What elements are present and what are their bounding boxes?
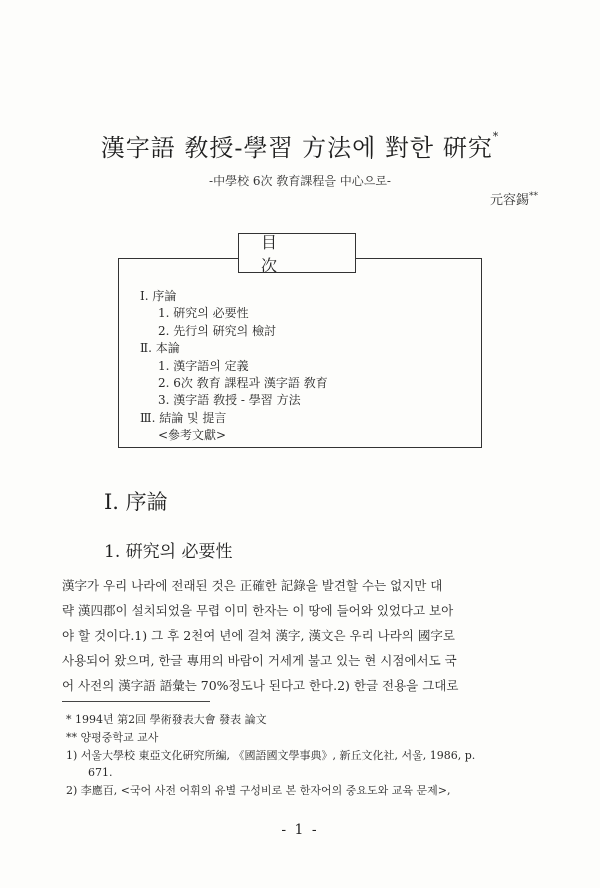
footnotes bbox=[66, 711, 546, 800]
paragraph-line: 야 할 것이다.1) 그 후 2천여 년에 걸쳐 漢字, 漢文은 우리 나라의 國字로 bbox=[62, 628, 455, 643]
toc-list bbox=[140, 288, 328, 445]
toc-item: Ⅲ. 結論 및 提言 bbox=[140, 410, 227, 425]
footnote: ** 양평중학교 교사 bbox=[66, 730, 159, 744]
toc-item: 2. 先行의 硏究의 檢討 bbox=[158, 323, 277, 338]
page-number: - 1 - bbox=[281, 822, 319, 838]
footnote: * 1994년 第2回 學術發表大會 發表 論文 bbox=[66, 713, 267, 726]
subsection-heading: 1. 硏究의 必要性 bbox=[104, 542, 233, 562]
author-footnote-mark: ** bbox=[529, 191, 538, 202]
toc-item: Ⅰ. 序論 bbox=[140, 289, 177, 303]
paragraph-line: 사용되어 왔으며, 한글 專用의 바람이 거세게 불고 있는 현 시점에서도 국 bbox=[62, 653, 457, 668]
toc-heading: 目 次 bbox=[238, 233, 356, 273]
toc-item: 2. 6次 敎育 課程과 漢字語 敎育 bbox=[158, 376, 328, 391]
author-name: 元容錫** bbox=[489, 191, 538, 208]
paper-subtitle: -中學校 6次 敎育課程을 中心으로- bbox=[209, 174, 391, 188]
footnote: 2) 李應百, <국어 사전 어휘의 유별 구성비로 본 한자어의 중요도와 교육 문제>, bbox=[66, 784, 451, 798]
toc-item: 3. 漢字語 敎授 - 學習 方法 bbox=[158, 393, 301, 408]
title-footnote-mark: * bbox=[492, 130, 500, 143]
footnote: 1) 서울大學校 東亞文化硏究所編, 《國語國文學事典》, 新丘文化社, 서울, 1986, p. bbox=[66, 748, 476, 762]
toc-item: 1. 漢字語의 定義 bbox=[158, 358, 249, 373]
footnote-divider bbox=[62, 701, 210, 702]
paragraph-line: 략 漢四郡이 설치되었을 무렵 이미 한자는 이 땅에 들어와 있었다고 보아 bbox=[62, 603, 454, 618]
toc-item: <參考文獻> bbox=[158, 428, 227, 443]
paper-title: 漢字語 敎授-學習 方法에 對한 硏究* bbox=[100, 130, 500, 162]
toc-item: Ⅱ. 本論 bbox=[140, 341, 180, 356]
paragraph-line: 어 사전의 漢字語 語彙는 70%정도나 된다고 한다.2) 한글 전용을 그대로 bbox=[62, 678, 459, 693]
toc-item: 1. 硏究의 必要性 bbox=[158, 306, 249, 321]
section-heading: Ⅰ. 序論 bbox=[104, 490, 168, 514]
body-paragraph bbox=[62, 573, 544, 698]
paragraph-line: 漢字가 우리 나라에 전래된 것은 正確한 記錄을 발견할 수는 없지만 대 bbox=[62, 578, 443, 593]
footnote: 671. bbox=[88, 766, 113, 780]
